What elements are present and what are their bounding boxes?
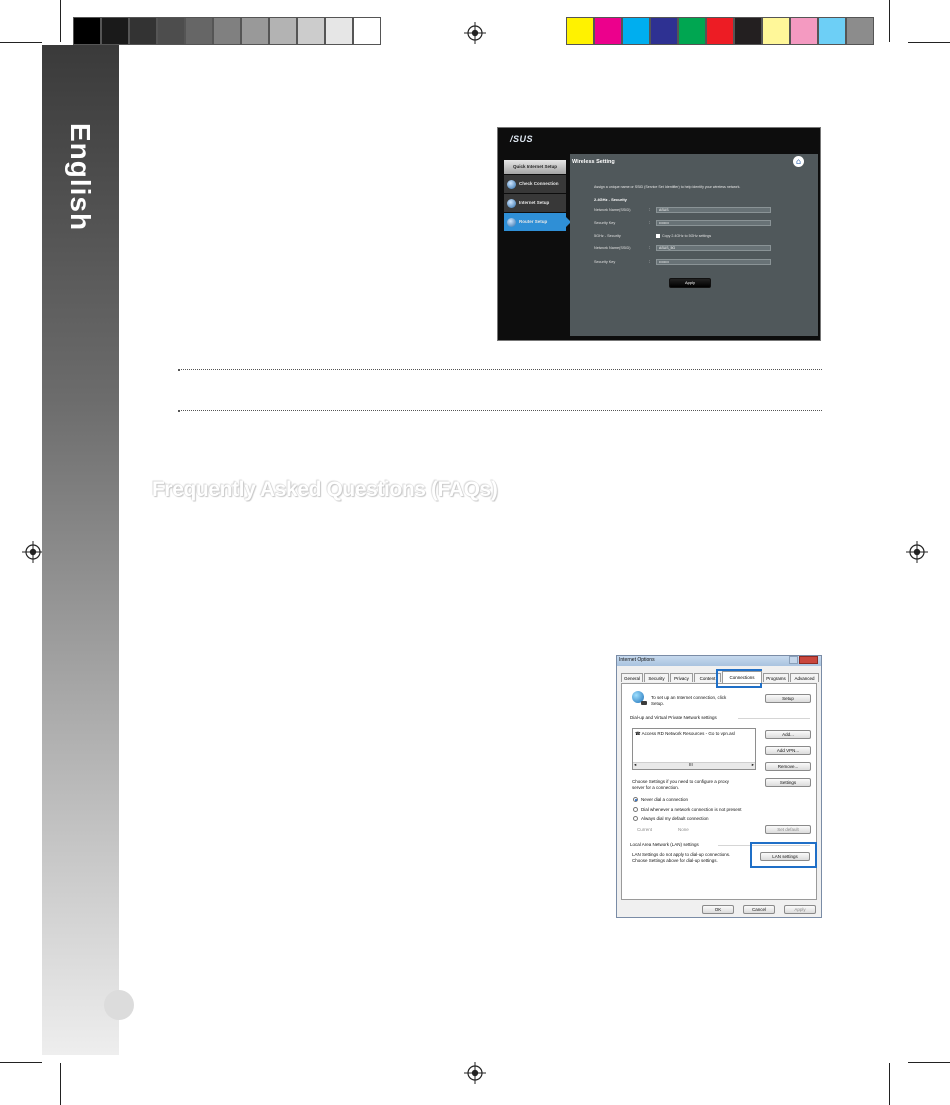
gray-swatch: [269, 17, 297, 45]
tab-general[interactable]: General: [621, 673, 643, 682]
color-swatch: [678, 17, 706, 45]
tab-content[interactable]: Content: [694, 673, 721, 682]
checkbox-icon: [656, 234, 660, 238]
vpn-connection-icon: ☎: [635, 731, 641, 736]
globe-icon: [632, 691, 644, 703]
apply-button[interactable]: Apply: [669, 278, 711, 288]
connection-list[interactable]: [632, 728, 756, 770]
menu-item-label: Check Connection: [519, 181, 559, 186]
crop-mark: [889, 0, 890, 42]
current-label: Current: [637, 827, 653, 832]
step-icon: [507, 199, 516, 208]
lan-settings-highlight: [750, 842, 817, 868]
lan-text: LAN Settings do not apply to dial-up connections.: [632, 852, 731, 857]
close-icon[interactable]: [799, 656, 818, 664]
faq-heading: Frequently Asked Questions (FAQs): [152, 478, 498, 501]
registration-mark-icon: [464, 1062, 486, 1084]
gray-swatch: [325, 17, 353, 45]
color-swatch: [818, 17, 846, 45]
home-icon[interactable]: ⌂: [793, 156, 804, 167]
proxy-text: server for a connection.: [632, 785, 680, 790]
color-swatch: [762, 17, 790, 45]
scroll-thumb[interactable]: III: [689, 762, 693, 767]
gray-swatch: [185, 17, 213, 45]
current-value: None: [678, 827, 689, 832]
list-item-label: Access RD Network Resources - Go to vpn.asl: [641, 731, 735, 736]
tab-programs[interactable]: Programs: [763, 673, 789, 682]
setup-button[interactable]: Setup: [765, 694, 811, 703]
dialup-group-label: Dial-up and Virtual Private Network settings: [630, 715, 717, 720]
registration-mark-icon: [22, 541, 44, 563]
section-5ghz-label: 5GHz - Security: [594, 234, 621, 238]
add-button[interactable]: Add...: [765, 730, 811, 739]
gray-swatch: [157, 17, 185, 45]
gray-swatch: [353, 17, 381, 45]
lan-settings-button[interactable]: LAN settings: [760, 852, 810, 861]
checkbox-label: Copy 2.4GHz to 5GHz settings: [662, 234, 712, 238]
color-swatch: [734, 17, 762, 45]
note-divider: [178, 369, 822, 370]
crop-mark: [60, 0, 61, 42]
tab-security[interactable]: Security: [644, 673, 669, 682]
wireless-setting-panel: [570, 154, 818, 336]
add-vpn-button[interactable]: Add VPN...: [765, 746, 811, 755]
gray-swatch: [241, 17, 269, 45]
horizontal-scrollbar[interactable]: [633, 762, 755, 769]
gray-swatch: [129, 17, 157, 45]
network-name-label: Network Name(SSID): [594, 208, 631, 212]
radio-always-dial[interactable]: [633, 816, 638, 821]
setup-text: To set up an Internet connection, click: [651, 695, 727, 700]
apply-button-dialog[interactable]: Apply: [784, 905, 816, 914]
color-swatch: [790, 17, 818, 45]
field-marker: :: [649, 207, 651, 212]
color-swatch: [846, 17, 874, 45]
tab-connections[interactable]: Connections: [722, 671, 762, 683]
color-swatch: [594, 17, 622, 45]
wizard-menu-header: Quick Internet Setup: [504, 160, 566, 174]
scroll-left-icon[interactable]: ◂: [634, 762, 637, 767]
step-icon: [507, 218, 516, 227]
internet-options-dialog: [616, 655, 822, 918]
crop-mark: [0, 1062, 42, 1063]
tab-privacy[interactable]: Privacy: [670, 673, 693, 682]
network-name-24-input[interactable]: ASUS: [656, 207, 771, 213]
lan-group-label: Local Area Network (LAN) settings: [630, 842, 699, 847]
wizard-menu: [504, 160, 566, 231]
color-swatch: [622, 17, 650, 45]
help-icon[interactable]: [789, 656, 798, 664]
radio-label: Dial whenever a network connection is not present: [641, 807, 742, 812]
registration-mark-icon: [464, 22, 486, 44]
gray-swatch: [101, 17, 129, 45]
cancel-button[interactable]: Cancel: [743, 905, 775, 914]
note-divider: [178, 410, 822, 411]
field-marker: :: [649, 245, 651, 250]
color-swatch: [706, 17, 734, 45]
color-swatch: [650, 17, 678, 45]
gray-swatch: [213, 17, 241, 45]
language-tab: [60, 122, 100, 232]
section-24ghz-label: 2.4GHz - Security: [594, 197, 627, 202]
radio-label: Always dial my default connection: [641, 816, 709, 821]
asus-logo: /SUS: [510, 134, 534, 144]
ok-button[interactable]: OK: [702, 905, 734, 914]
menu-item-internet-setup[interactable]: [504, 194, 566, 212]
radio-never-dial[interactable]: [633, 797, 638, 802]
gray-swatch: [297, 17, 325, 45]
settings-button[interactable]: Settings: [765, 778, 811, 787]
menu-item-label: Internet Setup: [519, 200, 550, 205]
gray-swatch: [73, 17, 101, 45]
sidebar-language-label: English: [65, 122, 96, 232]
lan-text: Choose Settings above for dial-up settings.: [632, 858, 718, 863]
remove-button[interactable]: Remove...: [765, 762, 811, 771]
crop-mark: [889, 1063, 890, 1105]
network-name-5-label: Network Name(SSID): [594, 246, 631, 250]
menu-item-label: Router Setup: [519, 219, 548, 224]
list-item[interactable]: [635, 731, 735, 737]
security-key-5-input[interactable]: ••••••••: [656, 259, 771, 265]
field-marker: :: [649, 220, 651, 225]
proxy-text: Choose Settings if you need to configure a proxy: [632, 779, 730, 784]
menu-item-router-setup[interactable]: [504, 213, 566, 231]
security-key-5-label: Security Key: [594, 260, 616, 264]
crop-mark: [60, 1063, 61, 1105]
crop-mark: [0, 42, 42, 43]
set-default-button[interactable]: Set default: [765, 825, 811, 834]
group-divider: [738, 718, 810, 719]
window-controls: [789, 656, 819, 664]
crop-mark: [908, 42, 950, 43]
panel-description: Assign a unique name or SSID (Service Set Identifier) to help identify your wireless network.: [594, 185, 741, 189]
copy-settings-checkbox[interactable]: [656, 234, 711, 238]
menu-item-check-connection[interactable]: [504, 175, 566, 193]
page-number-marker: [104, 990, 134, 1020]
security-key-label: Security Key: [594, 221, 616, 225]
dialog-title: Internet Options: [619, 657, 655, 663]
dialog-titlebar: [617, 656, 821, 666]
step-icon: [507, 180, 516, 189]
tab-advanced[interactable]: Advanced: [790, 673, 819, 682]
router-wizard-screenshot: [497, 127, 821, 341]
setup-text: Setup.: [651, 701, 665, 706]
color-swatch: [566, 17, 594, 45]
panel-title: Wireless Setting: [572, 159, 615, 165]
crop-mark: [908, 1062, 950, 1063]
radio-label: Never dial a connection: [641, 797, 689, 802]
radio-dial-whenever[interactable]: [633, 807, 638, 812]
field-marker: :: [649, 259, 651, 264]
registration-mark-icon: [906, 541, 928, 563]
network-name-5-input[interactable]: ASUS_5G: [656, 245, 771, 251]
security-key-24-input[interactable]: ••••••••: [656, 220, 771, 226]
scroll-right-icon[interactable]: ▸: [751, 762, 754, 767]
